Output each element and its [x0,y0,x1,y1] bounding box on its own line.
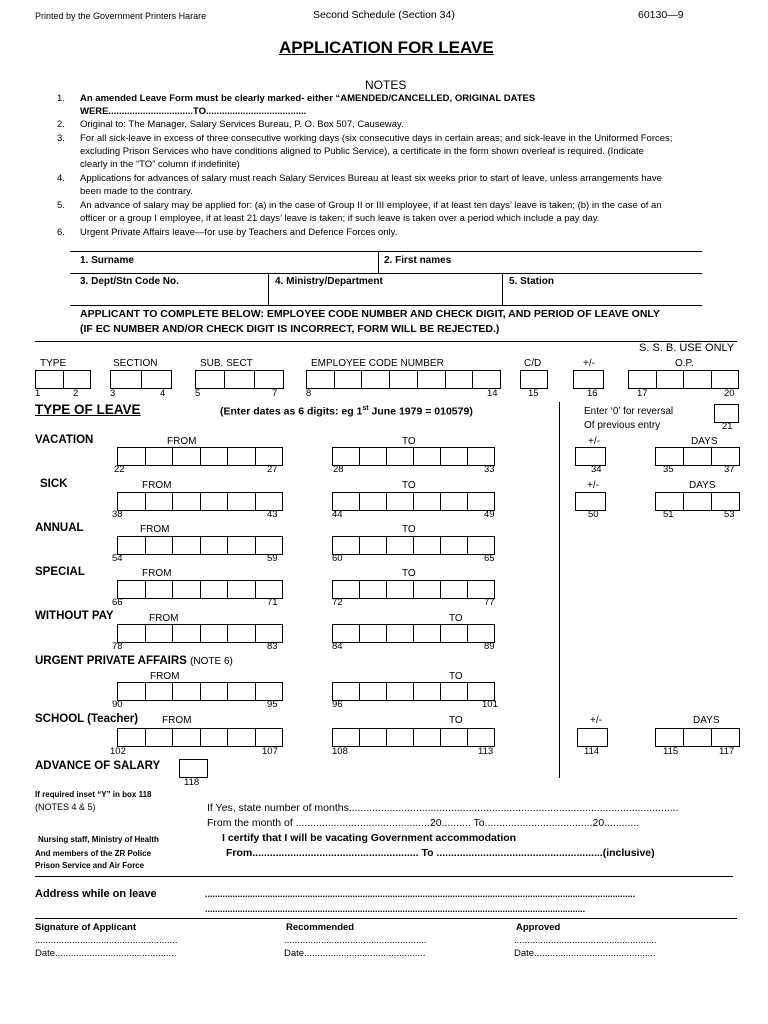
from-label: FROM [149,613,179,624]
section-boxes[interactable] [110,370,172,389]
box-num: 113 [478,746,494,757]
recommended-date-line[interactable]: Date.............................................. [284,948,426,959]
box-num: 43 [267,509,278,520]
box-num: 101 [482,699,498,710]
to-label: TO [449,613,463,624]
plus-minus-box[interactable] [577,728,608,747]
leave-type-label: VACATION [35,434,94,446]
form-number: 60130—9 [638,9,684,21]
days-label: DAYS [689,480,716,491]
box-num: 22 [114,464,125,475]
note-text: An advance of salary may be applied for: (a) in the case of Group II or III employee, if at least ten days’ leave is taken; (b) in the case of an [80,200,662,211]
from-date-boxes[interactable] [117,624,283,643]
to-date-boxes[interactable] [332,624,495,643]
box-num: 71 [267,597,278,608]
to-date-boxes[interactable] [332,536,495,555]
box-num: 83 [267,641,278,652]
box-num: 3 [110,388,116,399]
note-text: Original to: The Manager, Salary Services Bureau, P. O. Box 507, Causeway. [80,119,404,130]
approved-line[interactable]: ...................................................... [514,935,657,946]
note-number: 4. [57,173,65,184]
box-num: 38 [112,509,123,520]
signature-applicant-label: Signature of Applicant [35,922,136,933]
to-label: TO [402,480,416,491]
cd-header: C/D [524,358,542,369]
to-label: TO [449,671,463,682]
box-num: 2 [73,388,79,399]
from-date-boxes[interactable] [117,492,283,511]
leave-type-label: ANNUAL [35,522,84,534]
note-text: For all sick-leave in excess of three consecutive working days (six consecutive days in certain areas; and sick-leave in the Uniformed Forces; [80,133,673,144]
to-label: TO [449,715,463,726]
address-label: Address while on leave [35,888,157,900]
note-number: 3. [57,133,65,144]
instruction-line-2: (IF EC NUMBER AND/OR CHECK DIGIT IS INCORRECT, FORM WILL BE REJECTED.) [80,323,500,335]
sub-sect-boxes[interactable] [195,370,284,389]
box-num: 1 [35,388,41,399]
leave-type-label: SPECIAL [35,566,85,578]
address-line-2[interactable]: ........................................................................................................................................................ [205,904,586,914]
nursing-line-1: Nursing staff, Ministry of Health [38,835,159,844]
box-num: 4 [160,388,166,399]
leave-type-label: WITHOUT PAY [35,610,114,622]
pm-label: +/- [587,480,599,491]
vacate-from-to-line: From......................................................... To .........................................................(inclusive) [226,847,655,859]
box-num: 50 [588,509,599,520]
applicant-date-line[interactable]: Date.............................................. [35,948,177,959]
box-num: 54 [112,553,123,564]
ministry-label: 4. Ministry/Department [275,276,383,287]
box-num: 117 [719,746,735,757]
box-num: 118 [184,777,200,788]
from-date-boxes[interactable] [117,728,283,747]
to-date-boxes[interactable] [332,728,495,747]
pm-label: +/- [588,436,600,447]
box-num: 21 [722,421,733,432]
box-num: 28 [333,464,344,475]
ec-header: EMPLOYEE CODE NUMBER [311,358,444,369]
approved-label: Approved [516,922,561,933]
note-number: 2. [57,119,65,130]
box-num: 17 [637,388,648,399]
box-num: 72 [332,597,343,608]
pm-header: +/- [583,358,595,369]
note-text: been made to the contrary. [80,186,193,197]
box-num: 49 [484,509,495,520]
leave-type-label: SICK [40,478,68,490]
note-text: Urgent Private Affairs leave—for use by Teachers and Defence Forces only. [80,227,398,238]
from-label: FROM [162,715,192,726]
plus-minus-box[interactable] [573,370,604,389]
from-label: FROM [150,671,180,682]
box-num: 16 [587,388,598,399]
note-text: officer or a group I employee, if at least 21 days’ leave is taken; if such leave is taken over a period which include a pay day. [80,213,600,224]
days-boxes[interactable] [655,728,740,747]
to-label: TO [402,524,416,535]
box-num: 51 [663,509,674,520]
from-label: FROM [142,568,172,579]
from-label: FROM [140,524,170,535]
box-num: 78 [112,641,123,652]
box-num: 5 [195,388,201,399]
box-num: 77 [484,597,495,608]
pm-label: +/- [590,715,602,726]
schedule-line: Second Schedule (Section 34) [313,9,455,21]
box-num: 89 [484,641,495,652]
note-text: excluding Prison Services who have conditions aligned to Public Service), a certificate in the form shown overleaf is required. (Indicate [80,146,644,157]
advance-notes-ref: (NOTES 4 & 5) [35,802,96,812]
check-digit-box[interactable] [520,370,548,389]
box-num: 107 [262,746,278,757]
notes-heading: NOTES [365,78,407,92]
box-num: 84 [332,641,343,652]
advance-label: ADVANCE OF SALARY [35,760,161,772]
box-num: 15 [528,388,539,399]
op-boxes[interactable] [628,370,739,389]
from-month-line: From the month of ..............................................20.......... To.....................................20............ [207,817,640,829]
address-line-1[interactable]: ............................................................................................................................................................................ [205,889,636,899]
nursing-line-3: Prison Service and Air Force [35,861,145,870]
days-label: DAYS [691,436,718,447]
type-of-leave-title: TYPE OF LEAVE [35,402,141,417]
box-num: 35 [663,464,674,475]
leave-type-label: URGENT PRIVATE AFFAIRS (NOTE 6) [35,655,233,667]
note-number: 5. [57,200,65,211]
recommended-line[interactable]: ...................................................... [284,935,427,946]
nursing-line-2: And members of the ZR Police [35,849,152,858]
to-date-boxes[interactable] [332,580,495,599]
box-num: 27 [267,464,278,475]
first-names-label: 2. First names [384,255,452,266]
to-date-boxes[interactable] [332,492,495,511]
box-num: 53 [724,509,735,520]
box-num: 108 [332,746,348,757]
ssb-use-only: S. S. B. USE ONLY [639,342,735,354]
instruction-line-1: APPLICANT TO COMPLETE BELOW: EMPLOYEE CODE NUMBER AND CHECK DIGIT, AND PERIOD OF LEAVE ONLY [80,308,660,320]
to-label: TO [402,436,416,447]
to-date-boxes[interactable] [332,447,495,466]
box-num: 102 [110,746,126,757]
advance-box[interactable] [179,759,208,778]
box-num: 7 [272,388,278,399]
reversal-text-1: Enter ‘0’ for reversal [584,406,674,417]
from-date-boxes[interactable] [117,447,283,466]
note-text: An amended Leave Form must be clearly marked- either “AMENDED/CANCELLED, ORIGINAL DATES [80,93,536,104]
box-num: 37 [724,464,735,475]
surname-label: 1. Surname [80,255,134,266]
dept-code-label: 3. Dept/Stn Code No. [80,276,179,287]
box-num: 20 [724,388,735,399]
box-num: 90 [112,699,123,710]
from-label: FROM [142,480,172,491]
section-header: SECTION [113,358,158,369]
box-num: 60 [332,553,343,564]
page-title: APPLICATION FOR LEAVE [279,38,494,57]
note-text: Applications for advances of salary must reach Salary Services Bureau at least six weeks prior to start of leave, unless arrangements have [80,173,662,184]
box-num: 115 [663,746,679,757]
box-num: 96 [332,699,343,710]
leave-type-label: SCHOOL (Teacher) [35,713,139,725]
box-num: 14 [487,388,498,399]
to-label: TO [402,568,416,579]
recommended-label: Recommended [286,922,355,933]
date-format-hint: (Enter dates as 6 digits: eg 1st June 1979 = 010579) [220,405,473,418]
sub-sect-header: SUB. SECT [200,358,253,369]
from-date-boxes[interactable] [117,536,283,555]
from-date-boxes[interactable] [117,580,283,599]
box-num: 95 [267,699,278,710]
box-num: 65 [484,553,495,564]
station-label: 5. Station [509,276,555,287]
op-header: O.P. [675,358,694,369]
box-num: 59 [267,553,278,564]
box-num: 34 [591,464,602,475]
signature-applicant-line[interactable]: ...................................................... [35,935,178,946]
from-label: FROM [167,436,197,447]
months-line: If Yes, state number of months................................................................................................................. [207,802,679,814]
type-header: TYPE [40,358,67,369]
box-num: 33 [484,464,495,475]
employee-code-boxes[interactable] [306,370,501,389]
note-text: clearly in the “TO” column if indefinite) [80,159,240,170]
days-label: DAYS [693,715,720,726]
box-num: 44 [332,509,343,520]
note-number: 1. [57,93,65,104]
approved-date-line[interactable]: Date.............................................. [514,948,656,959]
type-boxes[interactable] [35,370,91,389]
box-num: 8 [306,388,312,399]
certify-line: I certify that I will be vacating Government accommodation [222,832,517,844]
from-date-boxes[interactable] [117,682,283,701]
advance-required-note: If required inset “Y” in box 118 [35,790,152,799]
reversal-text-2: Of previous entry [584,420,661,431]
box-num: 114 [584,746,600,757]
box-num: 66 [112,597,123,608]
note-text: WERE................................TO...................................... [80,106,307,117]
printer-line: Printed by the Government Printers Harare [35,11,207,21]
note-number: 6. [57,227,65,238]
to-date-boxes[interactable] [332,682,495,701]
